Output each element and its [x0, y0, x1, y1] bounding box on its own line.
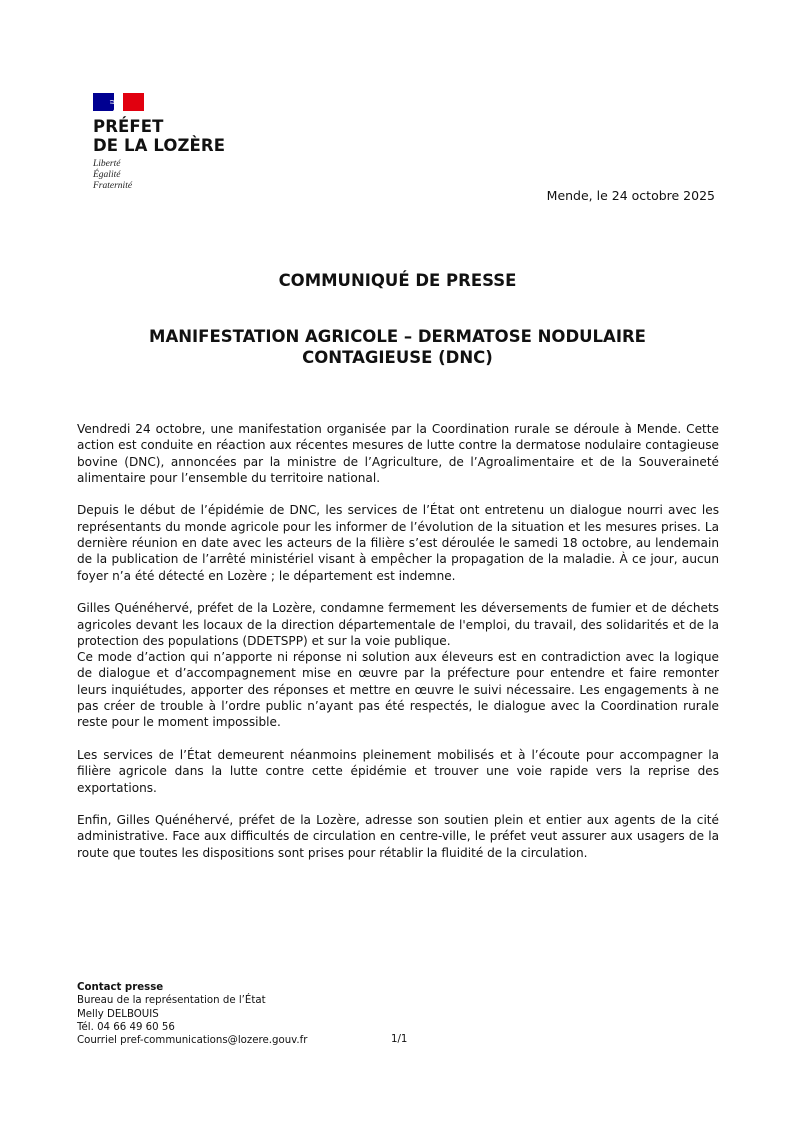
marianne-profile-icon [109, 93, 129, 111]
subject-heading [0, 326, 795, 368]
republic-flag-icon [93, 93, 144, 111]
contact-email: Courriel pref-communications@lozere.gouv.fr [77, 1035, 308, 1047]
subject-line: CONTAGIEUSE (DNC) [302, 348, 493, 367]
motto-line: Liberté [93, 159, 121, 169]
motto-line: Fraternité [93, 181, 133, 191]
body-paragraph: Gilles Quénéhervé, préfet de la Lozère, condamne fermement les déversements de fumier et de déchets agricoles devant les locaux de la direction départementale de l'emploi, du travail, des solidarités et de la protection des populations (DDETSPP) et sur la voie publique. [77, 601, 719, 648]
press-release-body [77, 421, 719, 877]
institution-line: DE LA LOZÈRE [93, 136, 226, 155]
place-and-date: Mende, le 24 octobre 2025 [546, 188, 715, 203]
body-paragraph: Depuis le début de l’épidémie de DNC, les services de l’État ont entretenu un dialogue nourri avec les représentants du monde agricole pour les informer de l’évolution de la situation et les mesures prises. La dernière réunion en date avec les acteurs de la filière s’est déroulée le samedi 18 octobre, au lendemain de la publication de l’arrêté ministériel visant à empêcher la propagation de la maladie. À ce jour, aucun foyer n’a été détecté en Lozère ; le département est indemne. [77, 503, 719, 583]
body-paragraph: Vendredi 24 octobre, une manifestation organisée par la Coordination rurale se déroule à Mende. Cette action est conduite en réaction aux récentes mesures de lutte contre la dermatose nodulaire contagieuse bovine (DNC), annoncées par la ministre de l’Agriculture, de l’Agroalimentaire et de la Souveraineté alimentaire pour l’ensemble du territoire national. [77, 422, 719, 485]
motto-line: Égalité [93, 170, 121, 180]
body-paragraph: Ce mode d’action qui n’apporte ni réponse ni solution aux éleveurs est en contradiction avec la logique de dialogue et d’accompagnement mise en œuvre par la préfecture pour entendre et faire remonter leurs inquiétudes, apporter des réponses et mettre en œuvre le suivi nécessaire. Les engagements à ne pas créer de trouble à l’ordre public n’ayant pas été respectés, le dialogue avec la Coordination rurale reste pour le moment impossible. [77, 650, 719, 730]
institution-name [93, 117, 225, 155]
contact-title: Contact presse [77, 982, 164, 993]
contact-person: Melly DELBOUIS [77, 1008, 159, 1020]
body-paragraph: Les services de l’État demeurent néanmoins pleinement mobilisés et à l’écoute pour accompagner la filière agricole dans la lutte contre cette épidémie et trouver une voie rapide vers la reprise des exportations. [77, 747, 719, 795]
institution-line: PRÉFET [93, 117, 164, 136]
page-number: 1/1 [391, 1034, 408, 1045]
republic-motto [93, 159, 225, 192]
press-contact-block [77, 981, 307, 1047]
document-type-heading: COMMUNIQUÉ DE PRESSE [278, 271, 517, 290]
contact-office: Bureau de la représentation de l’État [77, 995, 266, 1007]
subject-line: MANIFESTATION AGRICOLE – DERMATOSE NODULAIRE [149, 327, 646, 346]
body-paragraph: Enfin, Gilles Quénéhervé, préfet de la Lozère, adresse son soutien plein et entier aux agents de la cité administrative. Face aux difficultés de circulation en centre-ville, le préfet veut assurer aux usagers de la route que toutes les dispositions sont prises pour rétablir la fluidité de la circulation. [77, 813, 719, 860]
prefecture-logo [93, 93, 225, 192]
contact-phone: Tél. 04 66 49 60 56 [77, 1021, 175, 1033]
